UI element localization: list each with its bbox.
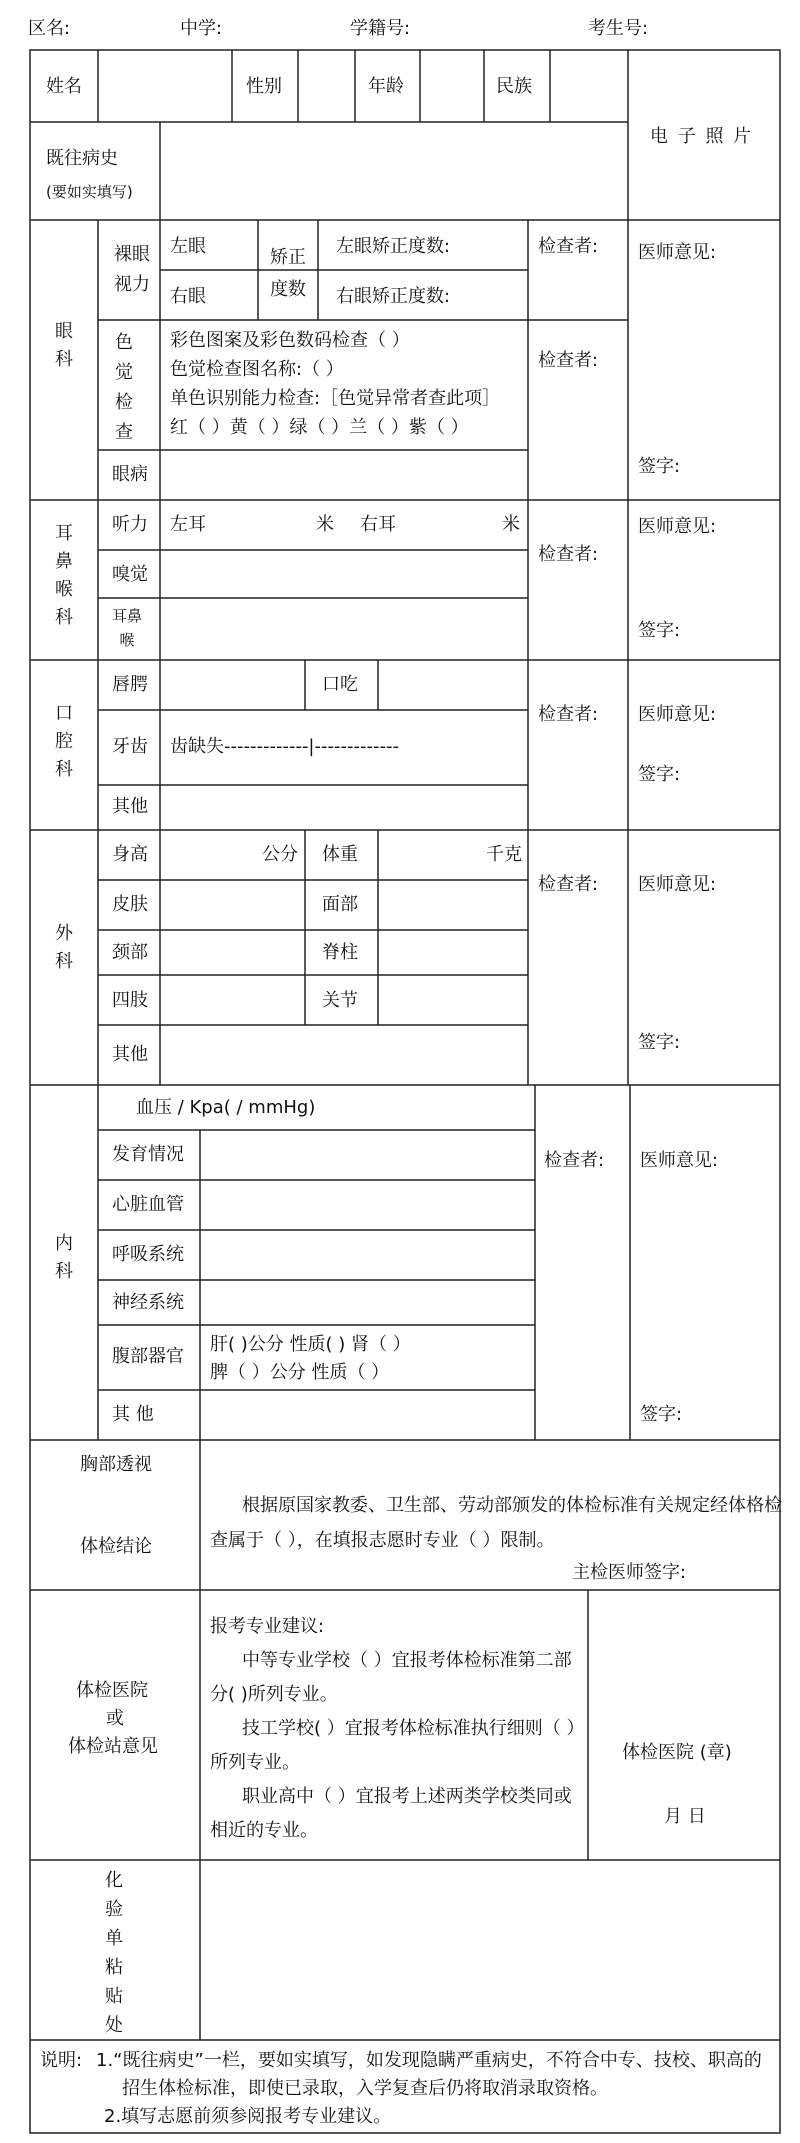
- joint-label: 关节: [322, 990, 358, 1011]
- ent-doctor-opinion: 医师意见:: [638, 516, 717, 537]
- right-eye-label: 右眼: [170, 286, 206, 307]
- conclusion-label: 体检结论: [80, 1536, 152, 1557]
- skin-label: 皮肤: [112, 894, 148, 915]
- notes-label: 说明:: [40, 2050, 83, 2071]
- internal-section-title: 内科: [55, 1233, 73, 1282]
- internal-other-label: 其 他: [112, 1404, 154, 1425]
- oral-other-label: 其他: [112, 796, 148, 817]
- student-number-label: 学籍号:: [350, 18, 411, 39]
- date-label: 月 日: [664, 1806, 706, 1827]
- eye-checker-1: 检查者:: [538, 236, 599, 257]
- color-test-2: 色觉检查图名称:（ ）: [170, 359, 344, 380]
- lab-sheet-label: 化验单粘贴处: [105, 1870, 123, 2036]
- advice-line-4: 所列专业。: [210, 1752, 300, 1773]
- ent-signature: 签字:: [638, 620, 681, 641]
- meter-label-1: 米: [316, 514, 334, 535]
- missing-teeth-label: 齿缺失-------------|-------------: [170, 736, 399, 757]
- ent-section-title: 耳鼻喉科: [55, 523, 73, 628]
- eye-section-title: 眼科: [55, 321, 73, 370]
- limbs-label: 四肢: [112, 990, 148, 1011]
- chief-doctor-signature: 主检医师签字:: [572, 1562, 687, 1583]
- hospital-seal-label: 体检医院 (章): [622, 1742, 732, 1763]
- advice-line-3: 技工学校( ）宜报考体检标准执行细则（ ）: [242, 1718, 585, 1739]
- stutter-label: 口吃: [322, 674, 358, 695]
- smell-label: 嗅觉: [112, 564, 148, 585]
- weight-label: 体重: [322, 844, 358, 865]
- right-eye-correction-label: 右眼矫正度数:: [336, 286, 451, 307]
- internal-doctor-opinion: 医师意见:: [640, 1150, 719, 1171]
- hospital-label-1: 体检医院: [76, 1680, 148, 1701]
- face-label: 面部: [322, 894, 358, 915]
- gender-label: 性别: [246, 76, 282, 97]
- eye-disease-label: 眼病: [112, 464, 148, 485]
- advice-line-5: 职业高中（ ）宜报考上述两类学校类同或: [242, 1786, 572, 1807]
- oral-signature: 签字:: [638, 764, 681, 785]
- height-label: 身高: [112, 844, 148, 865]
- oral-section-title: 口腔科: [55, 703, 73, 780]
- surgery-signature: 签字:: [638, 1032, 681, 1053]
- surgery-doctor-opinion: 医师意见:: [638, 874, 717, 895]
- hospital-label-3: 体检站意见: [68, 1736, 158, 1757]
- eye-signature: 签字:: [638, 456, 681, 477]
- blood-pressure-label: 血压 / Kpa( / mmHg): [136, 1097, 316, 1118]
- abdomen-label: 腹部器官: [112, 1346, 184, 1367]
- hospital-label-2: 或: [106, 1708, 124, 1729]
- name-label: 姓名: [46, 76, 82, 97]
- oral-doctor-opinion: 医师意见:: [638, 704, 717, 725]
- surgery-checker: 检查者:: [538, 874, 599, 895]
- abdomen-line-1: 肝( )公分 性质( ) 肾（ ）: [210, 1334, 411, 1355]
- color-test-4: 红（ ）黄（ ）绿（ ）兰（ ）紫（ ）: [170, 417, 469, 438]
- hearing-label: 听力: [112, 514, 148, 535]
- right-ear-label: 右耳: [360, 514, 396, 535]
- color-test-1: 彩色图案及彩色数码检查（ ）: [170, 330, 410, 351]
- internal-signature: 签字:: [640, 1404, 683, 1425]
- abdomen-line-2: 脾（ ）公分 性质（ ）: [210, 1362, 390, 1383]
- heart-label: 心脏血管: [112, 1194, 184, 1215]
- chest-xray-label: 胸部透视: [80, 1454, 152, 1475]
- advice-line-1: 中等专业学校（ ）宜报考体检标准第二部: [242, 1650, 572, 1671]
- advice-line-2: 分( )所列专业。: [210, 1684, 338, 1705]
- medical-history-label: 既往病史: [46, 148, 118, 169]
- color-test-3: 单色识别能力检查:［色觉异常者查此项］: [170, 388, 501, 409]
- spine-label: 脊柱: [322, 942, 358, 963]
- eye-checker-2: 检查者:: [538, 350, 599, 371]
- naked-vision-label: 裸眼视力: [114, 244, 150, 295]
- eye-doctor-opinion: 医师意见:: [638, 242, 717, 263]
- exam-number-label: 考生号:: [588, 18, 649, 39]
- nervous-label: 神经系统: [112, 1292, 184, 1313]
- color-vision-label: 色觉检查: [115, 332, 133, 443]
- district-label: 区名:: [28, 18, 71, 39]
- weight-unit-label: 千克: [486, 844, 522, 865]
- lip-label: 唇腭: [112, 674, 148, 695]
- note-2: 2.填写志愿前须参阅报考专业建议。: [104, 2106, 392, 2127]
- surgery-section-title: 外科: [55, 923, 73, 972]
- height-unit-label: 公分: [262, 844, 298, 865]
- respiratory-label: 呼吸系统: [112, 1244, 184, 1265]
- school-label: 中学:: [180, 18, 223, 39]
- oral-checker: 检查者:: [538, 704, 599, 725]
- ent-other-label: 耳鼻喉: [112, 607, 143, 649]
- meter-label-2: 米: [502, 514, 520, 535]
- internal-checker: 检查者:: [544, 1150, 605, 1171]
- conclusion-line-1: 根据原国家教委、卫生部、劳动部颁发的体检标准有关规定经体格检: [242, 1495, 782, 1516]
- surgery-other-label: 其他: [112, 1044, 148, 1065]
- major-advice-title: 报考专业建议:: [210, 1616, 325, 1637]
- note-1-cont: 招生体检标准，即使已录取，入学复查后仍将取消录取资格。: [122, 2078, 608, 2099]
- development-label: 发育情况: [112, 1144, 184, 1165]
- left-eye-label: 左眼: [170, 236, 206, 257]
- ethnicity-label: 民族: [496, 76, 532, 97]
- note-1: 1.“既往病史”一栏，要如实填写，如发现隐瞒严重病史，不符合中专、技校、职高的: [96, 2050, 762, 2071]
- neck-label: 颈部: [112, 942, 148, 963]
- age-label: 年龄: [368, 76, 404, 97]
- left-ear-label: 左耳: [170, 514, 206, 535]
- conclusion-line-2: 查属于（ ），在填报志愿时专业（ ）限制。: [210, 1530, 555, 1551]
- teeth-label: 牙齿: [112, 736, 148, 757]
- left-eye-correction-label: 左眼矫正度数:: [336, 236, 451, 257]
- ent-checker: 检查者:: [538, 544, 599, 565]
- correction-label: 矫正度数: [270, 247, 306, 300]
- advice-line-6: 相近的专业。: [210, 1820, 318, 1841]
- photo-area-label: 电 子 照 片: [650, 126, 754, 147]
- medical-history-note: (要如实填写): [46, 183, 133, 201]
